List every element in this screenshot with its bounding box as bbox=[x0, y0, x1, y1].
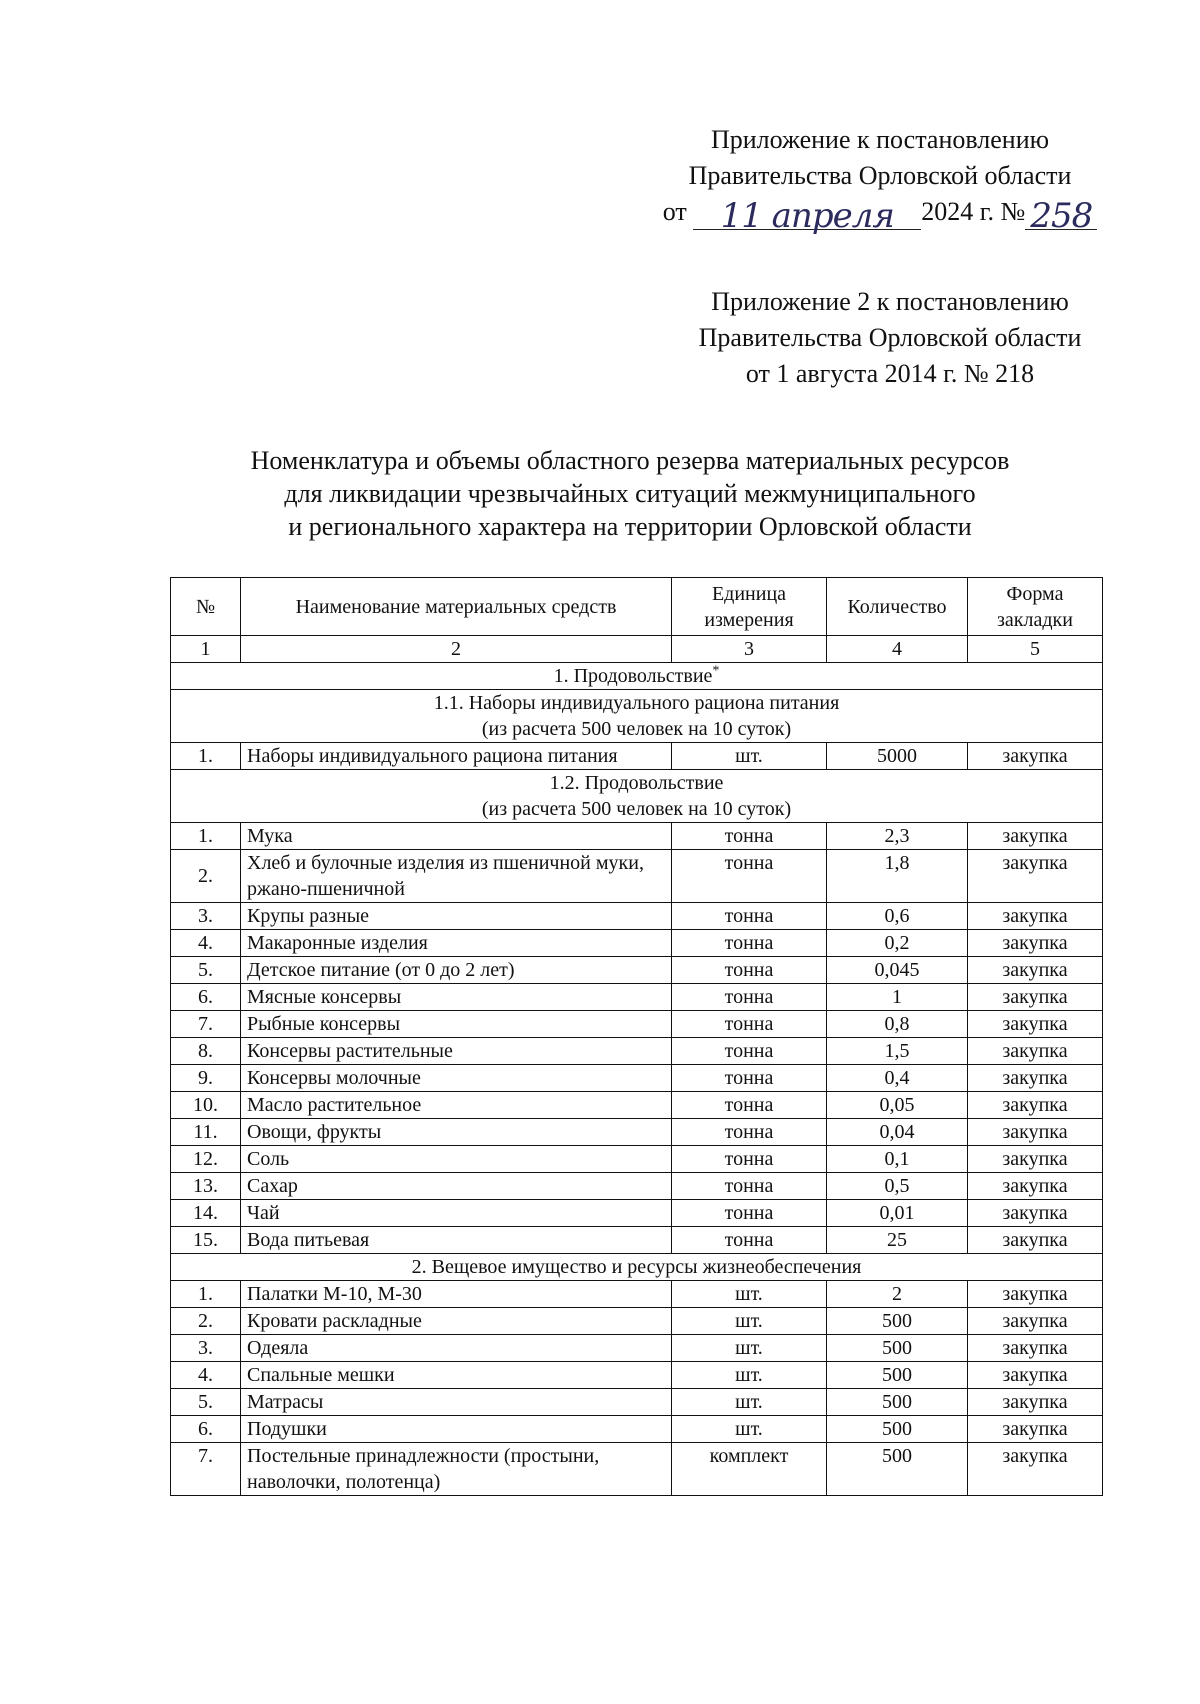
row-qty: 0,6 bbox=[827, 903, 968, 930]
table-header-row bbox=[171, 578, 1103, 636]
row-number: 2. bbox=[171, 850, 241, 903]
row-number: 5. bbox=[171, 1389, 241, 1416]
annex-current bbox=[650, 122, 1110, 236]
row-form: закупка bbox=[968, 1200, 1103, 1227]
row-unit: тонна bbox=[672, 823, 827, 850]
table-row bbox=[171, 1065, 1103, 1092]
row-number: 9. bbox=[171, 1065, 241, 1092]
row-qty: 0,01 bbox=[827, 1200, 968, 1227]
row-form: закупка bbox=[968, 1308, 1103, 1335]
col-number: 2 bbox=[241, 636, 672, 663]
table-row bbox=[171, 1011, 1103, 1038]
row-qty: 0,8 bbox=[827, 1011, 968, 1038]
row-unit: тонна bbox=[672, 1038, 827, 1065]
row-name: Консервы растительные bbox=[241, 1038, 672, 1065]
row-form: закупка bbox=[968, 1389, 1103, 1416]
row-unit: тонна bbox=[672, 1173, 827, 1200]
row-qty: 500 bbox=[827, 1308, 968, 1335]
row-unit: тонна bbox=[672, 957, 827, 984]
row-name: Консервы молочные bbox=[241, 1065, 672, 1092]
section1-title bbox=[171, 663, 1103, 690]
annex-current-date-line bbox=[650, 194, 1110, 236]
table-row bbox=[171, 903, 1103, 930]
table-row bbox=[171, 1146, 1103, 1173]
row-unit: шт. bbox=[672, 743, 827, 770]
table-row bbox=[171, 1443, 1103, 1496]
table-row bbox=[171, 1308, 1103, 1335]
title-line2: для ликвидации чрезвычайных ситуаций межмуниципального bbox=[284, 479, 976, 508]
row-number: 13. bbox=[171, 1173, 241, 1200]
date-fill-line bbox=[693, 196, 921, 236]
row-unit: тонна bbox=[672, 1092, 827, 1119]
row-qty: 0,5 bbox=[827, 1173, 968, 1200]
sub12-line1: 1.2. Продовольствие bbox=[549, 772, 724, 794]
table-row bbox=[171, 1092, 1103, 1119]
row-qty: 0,4 bbox=[827, 1065, 968, 1092]
row-unit: шт. bbox=[672, 1335, 827, 1362]
row-form: закупка bbox=[968, 1092, 1103, 1119]
row-qty: 1 bbox=[827, 984, 968, 1011]
row-unit: тонна bbox=[672, 1200, 827, 1227]
table-row bbox=[171, 1335, 1103, 1362]
row-number: 15. bbox=[171, 1227, 241, 1254]
row-form: закупка bbox=[968, 1173, 1103, 1200]
row-unit: шт. bbox=[672, 1308, 827, 1335]
row-qty: 0,045 bbox=[827, 957, 968, 984]
row-name: Одеяла bbox=[241, 1335, 672, 1362]
row-number: 7. bbox=[171, 1011, 241, 1038]
row-unit: тонна bbox=[672, 1011, 827, 1038]
header-form-l1: Форма bbox=[1006, 582, 1064, 605]
row-unit: тонна bbox=[672, 930, 827, 957]
row-unit: шт. bbox=[672, 1416, 827, 1443]
section2-title: 2. Вещевое имущество и ресурсы жизнеобеспечения bbox=[171, 1254, 1103, 1281]
row-form: закупка bbox=[968, 1119, 1103, 1146]
row-name: Кровати раскладные bbox=[241, 1308, 672, 1335]
header-num: № bbox=[171, 578, 241, 636]
table-row bbox=[171, 1281, 1103, 1308]
row-qty: 0,2 bbox=[827, 930, 968, 957]
row-form: закупка bbox=[968, 1443, 1103, 1496]
row-form: закупка bbox=[968, 1065, 1103, 1092]
row-number: 7. bbox=[171, 1443, 241, 1496]
col-number: 5 bbox=[968, 636, 1103, 663]
row-name: Соль bbox=[241, 1146, 672, 1173]
annex-current-prefix: от bbox=[662, 197, 687, 226]
header-unit-l1: Единица bbox=[711, 582, 787, 605]
col-number: 1 bbox=[171, 636, 241, 663]
annex-original-line3: от 1 августа 2014 г. № 218 bbox=[745, 359, 1035, 388]
row-qty: 500 bbox=[827, 1416, 968, 1443]
header-name: Наименование материальных средств bbox=[241, 578, 672, 636]
sub11-line1: 1.1. Наборы индивидуального рациона питания bbox=[433, 692, 840, 714]
table-row bbox=[171, 984, 1103, 1011]
row-number: 1. bbox=[171, 823, 241, 850]
row-form: закупка bbox=[968, 930, 1103, 957]
row-unit: тонна bbox=[672, 984, 827, 1011]
header-form-l2: закладки bbox=[997, 608, 1073, 631]
row-name: Спальные мешки bbox=[241, 1362, 672, 1389]
row-form: закупка bbox=[968, 850, 1103, 903]
row-number: 4. bbox=[171, 1362, 241, 1389]
table-row bbox=[171, 1416, 1103, 1443]
row-number: 1. bbox=[171, 1281, 241, 1308]
row-unit: тонна bbox=[672, 903, 827, 930]
annex-current-line1: Приложение к постановлению bbox=[710, 125, 1050, 154]
row-number: 11. bbox=[171, 1119, 241, 1146]
row-number: 1. bbox=[171, 743, 241, 770]
row-qty: 2,3 bbox=[827, 823, 968, 850]
row-qty: 2 bbox=[827, 1281, 968, 1308]
table-row bbox=[171, 1227, 1103, 1254]
row-name: Мука bbox=[241, 823, 672, 850]
table-row bbox=[171, 1173, 1103, 1200]
row-number: 14. bbox=[171, 1200, 241, 1227]
row-qty: 25 bbox=[827, 1227, 968, 1254]
row-qty: 1,5 bbox=[827, 1038, 968, 1065]
row-form: закупка bbox=[968, 1146, 1103, 1173]
header-qty: Количество bbox=[827, 578, 968, 636]
table-row bbox=[171, 850, 1103, 903]
row-unit: шт. bbox=[672, 1281, 827, 1308]
row-form: закупка bbox=[968, 1038, 1103, 1065]
row-form: закупка bbox=[968, 743, 1103, 770]
row-name: Рыбные консервы bbox=[241, 1011, 672, 1038]
row-form: закупка bbox=[968, 984, 1103, 1011]
table-row bbox=[171, 930, 1103, 957]
row-form: закупка bbox=[968, 1335, 1103, 1362]
row-name: Макаронные изделия bbox=[241, 930, 672, 957]
row-unit: тонна bbox=[672, 1065, 827, 1092]
sub12-row bbox=[171, 770, 1103, 823]
sub11-title bbox=[171, 690, 1103, 743]
row-form: закупка bbox=[968, 823, 1103, 850]
row-qty: 500 bbox=[827, 1335, 968, 1362]
row-form: закупка bbox=[968, 903, 1103, 930]
row-unit: тонна bbox=[672, 1146, 827, 1173]
row-number: 6. bbox=[171, 1416, 241, 1443]
row-name: Палатки М-10, М-30 bbox=[241, 1281, 672, 1308]
row-form: закупка bbox=[968, 1011, 1103, 1038]
row-number: 12. bbox=[171, 1146, 241, 1173]
row-number: 8. bbox=[171, 1038, 241, 1065]
row-name: Наборы индивидуального рациона питания bbox=[241, 743, 672, 770]
number-fill-line bbox=[1025, 196, 1097, 236]
annex-current-year: 2024 г. № bbox=[921, 197, 1026, 226]
row-form: закупка bbox=[968, 1227, 1103, 1254]
row-unit: тонна bbox=[672, 1119, 827, 1146]
row-number: 3. bbox=[171, 903, 241, 930]
title-line3: и регионального характера на территории Орловской области bbox=[288, 512, 972, 541]
row-qty: 5000 bbox=[827, 743, 968, 770]
row-name: Матрасы bbox=[241, 1389, 672, 1416]
handwritten-date: 11 апреля bbox=[720, 196, 894, 236]
row-name: Постельные принадлежности (простыни, наволочки, полотенца) bbox=[241, 1443, 672, 1496]
header-unit bbox=[672, 578, 827, 636]
row-form: закупка bbox=[968, 1362, 1103, 1389]
section1-row bbox=[171, 663, 1103, 690]
annex-original-line2: Правительства Орловской области bbox=[698, 323, 1082, 352]
section1-title-text: 1. Продовольствие bbox=[553, 665, 713, 687]
row-name: Мясные консервы bbox=[241, 984, 672, 1011]
row-qty: 0,04 bbox=[827, 1119, 968, 1146]
row-unit: шт. bbox=[672, 1389, 827, 1416]
annex-original bbox=[660, 284, 1120, 392]
row-qty: 0,1 bbox=[827, 1146, 968, 1173]
col-number: 4 bbox=[827, 636, 968, 663]
table-row bbox=[171, 957, 1103, 984]
row-qty: 1,8 bbox=[827, 850, 968, 903]
row-number: 3. bbox=[171, 1335, 241, 1362]
annex-current-line2: Правительства Орловской области bbox=[688, 161, 1072, 190]
sub12-title bbox=[171, 770, 1103, 823]
row-form: закупка bbox=[968, 1416, 1103, 1443]
row-number: 5. bbox=[171, 957, 241, 984]
table-row bbox=[171, 743, 1103, 770]
header-form bbox=[968, 578, 1103, 636]
document-title bbox=[190, 444, 1070, 543]
row-unit: тонна bbox=[672, 1227, 827, 1254]
row-name: Хлеб и булочные изделия из пшеничной муки, ржано-пшеничной bbox=[241, 850, 672, 903]
table-row bbox=[171, 1389, 1103, 1416]
row-unit: шт. bbox=[672, 1362, 827, 1389]
row-unit: тонна bbox=[672, 850, 827, 903]
row-form: закупка bbox=[968, 1281, 1103, 1308]
sub11-row bbox=[171, 690, 1103, 743]
row-form: закупка bbox=[968, 957, 1103, 984]
row-number: 10. bbox=[171, 1092, 241, 1119]
row-qty: 500 bbox=[827, 1443, 968, 1496]
row-number: 2. bbox=[171, 1308, 241, 1335]
col-number: 3 bbox=[672, 636, 827, 663]
row-unit: комплект bbox=[672, 1443, 827, 1496]
table-row bbox=[171, 823, 1103, 850]
row-name: Сахар bbox=[241, 1173, 672, 1200]
row-qty: 0,05 bbox=[827, 1092, 968, 1119]
footnote-mark: * bbox=[712, 663, 720, 679]
header-unit-l2: измерения bbox=[704, 608, 794, 631]
table-row bbox=[171, 1038, 1103, 1065]
row-qty: 500 bbox=[827, 1362, 968, 1389]
table-row bbox=[171, 1200, 1103, 1227]
row-name: Подушки bbox=[241, 1416, 672, 1443]
row-name: Чай bbox=[241, 1200, 672, 1227]
row-name: Вода питьевая bbox=[241, 1227, 672, 1254]
row-name: Овощи, фрукты bbox=[241, 1119, 672, 1146]
column-number-row bbox=[171, 636, 1103, 663]
handwritten-number: 258 bbox=[1030, 196, 1093, 236]
annex-original-line1: Приложение 2 к постановлению bbox=[711, 287, 1069, 316]
section2-row bbox=[171, 1254, 1103, 1281]
row-name: Детское питание (от 0 до 2 лет) bbox=[241, 957, 672, 984]
reserve-table bbox=[170, 577, 1103, 1496]
row-number: 6. bbox=[171, 984, 241, 1011]
row-qty: 500 bbox=[827, 1389, 968, 1416]
row-name: Крупы разные bbox=[241, 903, 672, 930]
row-number: 4. bbox=[171, 930, 241, 957]
table-row bbox=[171, 1362, 1103, 1389]
table-row bbox=[171, 1119, 1103, 1146]
title-line1: Номенклатура и объемы областного резерва материальных ресурсов bbox=[250, 446, 1010, 475]
sub12-line2: (из расчета 500 человек на 10 суток) bbox=[481, 798, 792, 820]
row-name: Масло растительное bbox=[241, 1092, 672, 1119]
sub11-line2: (из расчета 500 человек на 10 суток) bbox=[481, 718, 792, 740]
